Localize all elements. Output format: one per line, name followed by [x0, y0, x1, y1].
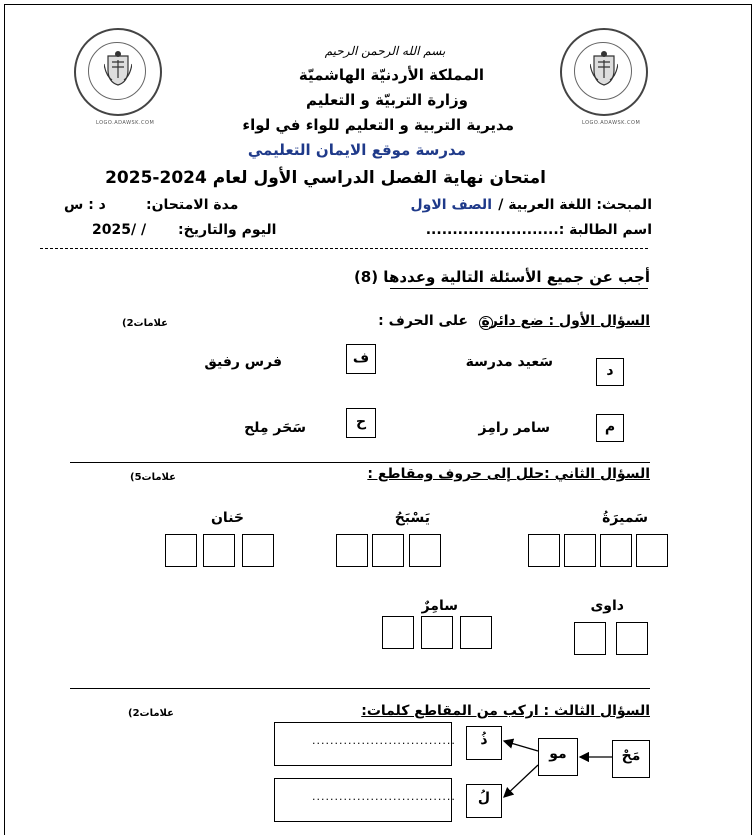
logo-caption-left: LOGO.ADAWSK.COM	[96, 120, 155, 126]
syllable-end-bottom: لُ	[477, 790, 491, 806]
header-directorate: مديرية التربية و التعليم للواء في لواء	[242, 116, 514, 134]
instructions-underline	[390, 288, 648, 289]
answer-box[interactable]	[564, 534, 596, 567]
q2-marks: (5علامات	[130, 472, 176, 483]
crest-icon	[104, 50, 132, 86]
answer-box[interactable]	[242, 534, 274, 567]
q1-marks: (2علامات	[122, 318, 168, 329]
answer-box[interactable]	[165, 534, 197, 567]
q2-word-samira: سَميرَةُ	[602, 510, 648, 526]
answer-box[interactable]	[203, 534, 235, 567]
syllable-middle: مو	[549, 746, 567, 762]
q1-row1-letter-a: ف	[352, 350, 370, 366]
q2-word-dawa: داوى	[590, 598, 624, 614]
q1-title: السؤال الأول : ضع دائرة	[481, 313, 650, 329]
q2-divider	[70, 688, 650, 689]
answer-box[interactable]	[574, 622, 606, 655]
q1-title-tail: على الحرف :	[378, 313, 468, 329]
q2-word-yasbah: يَسْبَحُ	[394, 510, 430, 526]
answer-box[interactable]	[616, 622, 648, 655]
ministry-logo-right	[560, 28, 648, 128]
q1-row1-words-b[interactable]: سَعيد مدرسة	[465, 354, 553, 370]
answer-box[interactable]	[382, 616, 414, 649]
header-ministry: وزارة التربيّة و التعليم	[305, 91, 468, 109]
header-country: المملكة الأردنيّة الهاشميّة	[298, 66, 484, 84]
q3-title: السؤال الثالث : اركب من المقاطع كلمات:	[361, 703, 650, 719]
answer-box[interactable]	[528, 534, 560, 567]
answer-box[interactable]	[421, 616, 453, 649]
ministry-logo-left	[74, 28, 162, 128]
answer-dots: ................................	[312, 734, 456, 747]
syllable-end-top: ذُ	[480, 732, 488, 748]
q1-row1-words-a[interactable]: فرس رفيق	[204, 354, 282, 370]
student-name-field[interactable]: اسم الطالبة :.........................	[425, 222, 652, 238]
subject-label: المبحث: اللغة العربية /	[498, 197, 652, 213]
q2-title: السؤال الثاني :حلل إلى حروف ومقاطع :	[367, 466, 650, 482]
connector-arrows	[500, 735, 620, 805]
basmala: بسم الله الرحمن الرحيم	[324, 44, 446, 58]
answer-box[interactable]	[600, 534, 632, 567]
instructions: أجب عن جميع الأسئلة التالية وعددها (8)	[353, 268, 650, 286]
date-label: اليوم والتاريخ:	[178, 222, 277, 238]
syllable-start: مَحْ	[621, 748, 641, 764]
q1-row2-words-b[interactable]: سامر رامِز	[478, 420, 550, 436]
answer-box[interactable]	[336, 534, 368, 567]
circle-icon	[479, 316, 493, 330]
exam-title: امتحان نهاية الفصل الدراسي الأول لعام 2024-2025	[105, 168, 546, 188]
answer-box[interactable]	[460, 616, 492, 649]
grade-label: الصف الاول	[410, 197, 492, 213]
q3-marks: (2علامات	[128, 708, 174, 719]
school-name: مدرسة موقع الايمان التعليمي	[247, 141, 466, 159]
answer-box[interactable]	[409, 534, 441, 567]
q2-word-hanan: حَنان	[210, 510, 244, 526]
q1-row2-letter-a: ح	[355, 414, 367, 430]
logo-caption-right: LOGO.ADAWSK.COM	[582, 120, 641, 126]
crest-icon	[590, 50, 618, 86]
duration-label: مدة الامتحان:	[146, 197, 239, 213]
header-divider	[40, 248, 648, 249]
date-value[interactable]: 2025/ /	[92, 222, 147, 238]
q1-divider	[70, 462, 650, 463]
answer-dots: ................................	[312, 790, 456, 803]
duration-value: د : س	[64, 197, 106, 213]
answer-box[interactable]	[636, 534, 668, 567]
q1-row2-letter-b: م	[604, 419, 616, 435]
q1-row2-words-a[interactable]: سَحَر مِلح	[244, 420, 306, 436]
answer-box[interactable]	[372, 534, 404, 567]
q2-word-samer: سامِرٌ	[421, 598, 458, 614]
q1-row1-letter-b: د	[606, 363, 614, 379]
